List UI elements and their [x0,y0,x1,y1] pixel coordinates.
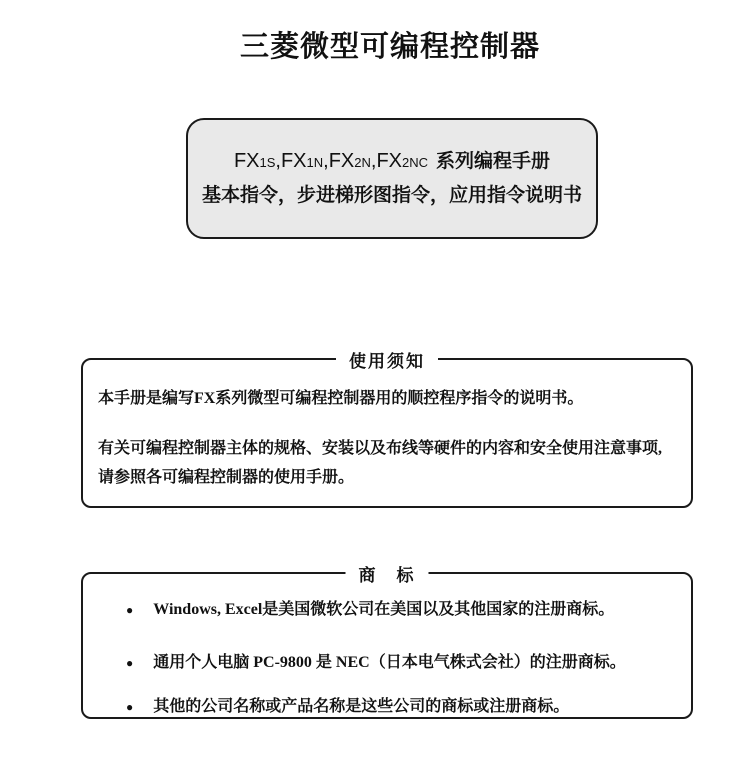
trademark-item-text: Windows, Excel是美国微软公司在美国以及其他国家的注册商标。 [153,601,615,618]
series-suffix-small: 2NC [402,155,429,170]
series-separator: , [323,150,329,172]
series-suffix-small: 1N [306,155,324,170]
page-title: 三菱微型可编程控制器 [239,31,540,63]
series-name: FX [280,150,307,172]
trademark-title: 商 标 [346,561,429,586]
series-separator: , [370,150,377,172]
usage-notice-box [81,352,693,508]
trademark-item [98,696,676,718]
notice-paragraph: 本手册是编写FX系列微型可编程控制器用的顺控程序指令的说明书。 [98,390,584,407]
manual-title-box [186,118,598,239]
trademark-item-text: 通用个人电脑 PC-9800 是 NEC（日本电气株式会社）的注册商标。 [153,654,626,671]
manual-subtitle: 基本指令，步进梯形图指令，应用指令说明书 [201,185,582,206]
usage-notice-title: 使用须知 [336,347,438,376]
trademark-item [98,652,676,674]
bullet-icon: ● [126,700,134,714]
series-separator: , [275,150,281,172]
series-name: FX [328,150,355,172]
series-line [234,145,550,179]
trademark-box [81,566,693,719]
trademark-item-text: 其他的公司名称或产品名称是这些公司的商标或注册商标。 [153,698,570,715]
series-suffix-small: 1S [259,155,276,170]
bullet-icon: ● [126,603,134,617]
series-name: FX [376,150,403,172]
series-title-text: 系列编程手册 [436,151,551,172]
series-name: FX [233,150,260,172]
bullet-icon: ● [126,656,134,670]
notice-paragraph: 有关可编程控制器主体的规格、安装以及布线等硬件的内容和安全使用注意事项, 请参照各可编程控制器的使用手册。 [98,440,663,486]
trademark-item [98,599,676,621]
series-suffix-small: 2N [354,155,371,170]
